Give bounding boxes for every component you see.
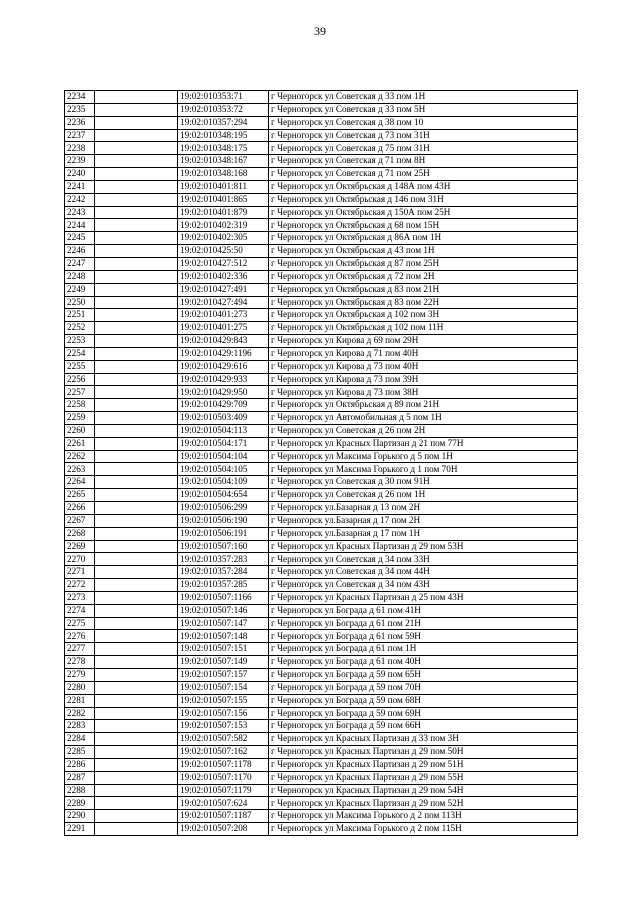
row-number-cell: 2267	[65, 514, 95, 527]
cadastral-number-cell: 19:02:010507:154	[178, 681, 269, 694]
table-row	[65, 91, 578, 104]
blank-cell	[95, 206, 178, 219]
row-number-cell: 2238	[65, 142, 95, 155]
address-cell: г Черногорск ул Бограда д 59 пом 70Н	[269, 681, 578, 694]
table-row	[65, 103, 578, 116]
table-row	[65, 476, 578, 489]
cadastral-number-cell: 19:02:010507:162	[178, 746, 269, 759]
row-number-cell: 2250	[65, 296, 95, 309]
table-row	[65, 116, 578, 129]
blank-cell	[95, 245, 178, 258]
blank-cell	[95, 566, 178, 579]
address-cell: г Черногорск ул Советская д 75 пом 31Н	[269, 142, 578, 155]
blank-cell	[95, 360, 178, 373]
cadastral-number-cell: 19:02:010429:709	[178, 399, 269, 412]
row-number-cell: 2287	[65, 771, 95, 784]
address-cell: г Черногорск ул Октябрьская д 68 пом 15Н	[269, 219, 578, 232]
address-cell: г Черногорск ул.Базарная д 17 пом 2Н	[269, 514, 578, 527]
table-row	[65, 437, 578, 450]
table-row	[65, 617, 578, 630]
row-number-cell: 2282	[65, 707, 95, 720]
blank-cell	[95, 771, 178, 784]
row-number-cell: 2276	[65, 630, 95, 643]
address-cell: г Черногорск ул Октябрьская д 83 пом 21Н	[269, 283, 578, 296]
row-number-cell: 2235	[65, 103, 95, 116]
address-cell: г Черногорск ул Максима Горького д 2 пом 115Н	[269, 823, 578, 836]
blank-cell	[95, 309, 178, 322]
cadastral-number-cell: 19:02:010401:273	[178, 309, 269, 322]
row-number-cell: 2253	[65, 335, 95, 348]
blank-cell	[95, 335, 178, 348]
blank-cell	[95, 579, 178, 592]
table-row	[65, 180, 578, 193]
table-row	[65, 322, 578, 335]
row-number-cell: 2237	[65, 129, 95, 142]
address-cell: г Черногорск ул Октябрьская д 89 пом 21Н	[269, 399, 578, 412]
cadastral-number-cell: 19:02:010507:151	[178, 643, 269, 656]
row-number-cell: 2263	[65, 463, 95, 476]
address-cell: г Черногорск ул Кирова д 73 пом 38Н	[269, 386, 578, 399]
table-row	[65, 797, 578, 810]
cadastral-number-cell: 19:02:010507:582	[178, 733, 269, 746]
property-table	[64, 90, 578, 836]
row-number-cell: 2266	[65, 502, 95, 515]
row-number-cell: 2241	[65, 180, 95, 193]
address-cell: г Черногорск ул Советская д 38 пом 10	[269, 116, 578, 129]
row-number-cell: 2268	[65, 527, 95, 540]
row-number-cell: 2273	[65, 591, 95, 604]
table-row	[65, 219, 578, 232]
blank-cell	[95, 694, 178, 707]
address-cell: г Черногорск ул Красных Партизан д 29 пом 53Н	[269, 540, 578, 553]
blank-cell	[95, 424, 178, 437]
blank-cell	[95, 129, 178, 142]
blank-cell	[95, 399, 178, 412]
address-cell: г Черногорск ул Бограда д 61 пом 1Н	[269, 643, 578, 656]
table-row	[65, 129, 578, 142]
blank-cell	[95, 283, 178, 296]
blank-cell	[95, 168, 178, 181]
address-cell: г Черногорск ул Кирова д 73 пом 39Н	[269, 373, 578, 386]
table-row	[65, 193, 578, 206]
address-cell: г Черногорск ул Кирова д 71 пом 40Н	[269, 347, 578, 360]
cadastral-number-cell: 19:02:010507:1187	[178, 810, 269, 823]
row-number-cell: 2246	[65, 245, 95, 258]
row-number-cell: 2254	[65, 347, 95, 360]
table-row	[65, 643, 578, 656]
address-cell: г Черногорск ул Кирова д 69 пом 29Н	[269, 335, 578, 348]
table-row	[65, 746, 578, 759]
table-row	[65, 823, 578, 836]
address-cell: г Черногорск ул Красных Партизан д 29 пом 52Н	[269, 797, 578, 810]
cadastral-number-cell: 19:02:010507:1170	[178, 771, 269, 784]
table-row	[65, 360, 578, 373]
cadastral-number-cell: 19:02:010507:160	[178, 540, 269, 553]
address-cell: г Черногорск ул Красных Партизан д 29 пом 54Н	[269, 784, 578, 797]
table-row	[65, 579, 578, 592]
address-cell: г Черногорск ул Бограда д 61 пом 59Н	[269, 630, 578, 643]
table-row	[65, 142, 578, 155]
cadastral-number-cell: 19:02:010427:491	[178, 283, 269, 296]
page-number: 39	[314, 24, 326, 38]
cadastral-number-cell: 19:02:010427:512	[178, 257, 269, 270]
address-cell: г Черногорск ул Октябрьская д 72 пом 2Н	[269, 270, 578, 283]
address-cell: г Черногорск ул Автомобильная д 5 пом 1Н	[269, 412, 578, 425]
cadastral-number-cell: 19:02:010507:1178	[178, 758, 269, 771]
row-number-cell: 2291	[65, 823, 95, 836]
blank-cell	[95, 758, 178, 771]
address-cell: г Черногорск ул Кирова д 73 пом 40Н	[269, 360, 578, 373]
row-number-cell: 2265	[65, 489, 95, 502]
address-cell: г Черногорск ул Красных Партизан д 21 пом 77Н	[269, 437, 578, 450]
cadastral-number-cell: 19:02:010402:336	[178, 270, 269, 283]
blank-cell	[95, 746, 178, 759]
row-number-cell: 2243	[65, 206, 95, 219]
blank-cell	[95, 630, 178, 643]
cadastral-number-cell: 19:02:010401:275	[178, 322, 269, 335]
table-row	[65, 386, 578, 399]
blank-cell	[95, 116, 178, 129]
blank-cell	[95, 373, 178, 386]
blank-cell	[95, 322, 178, 335]
address-cell: г Черногорск ул Советская д 71 пом 8Н	[269, 155, 578, 168]
cadastral-number-cell: 19:02:010401:811	[178, 180, 269, 193]
address-cell: г Черногорск ул Бограда д 61 пом 40Н	[269, 656, 578, 669]
row-number-cell: 2286	[65, 758, 95, 771]
row-number-cell: 2261	[65, 437, 95, 450]
table-row	[65, 656, 578, 669]
cadastral-number-cell: 19:02:010401:879	[178, 206, 269, 219]
address-cell: г Черногорск ул Красных Партизан д 33 пом 3Н	[269, 733, 578, 746]
cadastral-number-cell: 19:02:010504:105	[178, 463, 269, 476]
cadastral-number-cell: 19:02:010425:50	[178, 245, 269, 258]
blank-cell	[95, 733, 178, 746]
row-number-cell: 2256	[65, 373, 95, 386]
row-number-cell: 2247	[65, 257, 95, 270]
address-cell: г Черногорск ул Советская д 73 пом 31Н	[269, 129, 578, 142]
address-cell: г Черногорск ул Октябрьская д 86А пом 1Н	[269, 232, 578, 245]
row-number-cell: 2264	[65, 476, 95, 489]
table-row	[65, 245, 578, 258]
row-number-cell: 2252	[65, 322, 95, 335]
cadastral-number-cell: 19:02:010507:146	[178, 604, 269, 617]
blank-cell	[95, 643, 178, 656]
row-number-cell: 2257	[65, 386, 95, 399]
table-row	[65, 155, 578, 168]
row-number-cell: 2275	[65, 617, 95, 630]
address-cell: г Черногорск ул Советская д 34 пом 33Н	[269, 553, 578, 566]
table-row	[65, 347, 578, 360]
blank-cell	[95, 514, 178, 527]
address-cell: г Черногорск ул Красных Партизан д 29 пом 51Н	[269, 758, 578, 771]
row-number-cell: 2251	[65, 309, 95, 322]
row-number-cell: 2283	[65, 720, 95, 733]
cadastral-number-cell: 19:02:010348:195	[178, 129, 269, 142]
cadastral-number-cell: 19:02:010429:933	[178, 373, 269, 386]
row-number-cell: 2277	[65, 643, 95, 656]
blank-cell	[95, 450, 178, 463]
blank-cell	[95, 386, 178, 399]
row-number-cell: 2244	[65, 219, 95, 232]
table-row	[65, 502, 578, 515]
cadastral-number-cell: 19:02:010503:409	[178, 412, 269, 425]
blank-cell	[95, 668, 178, 681]
table-row	[65, 450, 578, 463]
address-cell: г Черногорск ул Бограда д 59 пом 69Н	[269, 707, 578, 720]
table-row	[65, 489, 578, 502]
table-row	[65, 309, 578, 322]
row-number-cell: 2281	[65, 694, 95, 707]
table-body	[65, 91, 578, 836]
table-row	[65, 720, 578, 733]
cadastral-number-cell: 19:02:010507:1179	[178, 784, 269, 797]
cadastral-number-cell: 19:02:010507:147	[178, 617, 269, 630]
table-row	[65, 630, 578, 643]
address-cell: г Черногорск ул.Базарная д 13 пом 2Н	[269, 502, 578, 515]
cadastral-number-cell: 19:02:010507:148	[178, 630, 269, 643]
blank-cell	[95, 142, 178, 155]
address-cell: г Черногорск ул Октябрьская д 83 пом 22Н	[269, 296, 578, 309]
blank-cell	[95, 591, 178, 604]
table-row	[65, 373, 578, 386]
cadastral-number-cell: 19:02:010507:157	[178, 668, 269, 681]
address-cell: г Черногорск ул Бограда д 61 пом 21Н	[269, 617, 578, 630]
address-cell: г Черногорск ул Максима Горького д 1 пом 70Н	[269, 463, 578, 476]
table-row	[65, 168, 578, 181]
row-number-cell: 2249	[65, 283, 95, 296]
row-number-cell: 2234	[65, 91, 95, 104]
row-number-cell: 2288	[65, 784, 95, 797]
cadastral-number-cell: 19:02:010429:616	[178, 360, 269, 373]
address-cell: г Черногорск ул Октябрьская д 146 пом 31Н	[269, 193, 578, 206]
cadastral-number-cell: 19:02:010348:168	[178, 168, 269, 181]
table-row	[65, 296, 578, 309]
address-cell: г Черногорск ул Октябрьская д 102 пом 3Н	[269, 309, 578, 322]
address-cell: г Черногорск ул Советская д 71 пом 25Н	[269, 168, 578, 181]
blank-cell	[95, 540, 178, 553]
cadastral-number-cell: 19:02:010507:156	[178, 707, 269, 720]
blank-cell	[95, 502, 178, 515]
address-cell: г Черногорск ул Октябрьская д 102 пом 11Н	[269, 322, 578, 335]
address-cell: г Черногорск ул Максима Горького д 2 пом 113Н	[269, 810, 578, 823]
table-row	[65, 232, 578, 245]
cadastral-number-cell: 19:02:010357:283	[178, 553, 269, 566]
cadastral-number-cell: 19:02:010402:305	[178, 232, 269, 245]
address-cell: г Черногорск ул Красных Партизан д 25 пом 43Н	[269, 591, 578, 604]
cadastral-number-cell: 19:02:010353:71	[178, 91, 269, 104]
table-row	[65, 270, 578, 283]
address-cell: г Черногорск ул Советская д 26 пом 2Н	[269, 424, 578, 437]
cadastral-number-cell: 19:02:010429:1196	[178, 347, 269, 360]
cadastral-number-cell: 19:02:010427:494	[178, 296, 269, 309]
row-number-cell: 2255	[65, 360, 95, 373]
address-cell: г Черногорск ул Советская д 33 пом 5Н	[269, 103, 578, 116]
blank-cell	[95, 617, 178, 630]
blank-cell	[95, 681, 178, 694]
cadastral-number-cell: 19:02:010507:1166	[178, 591, 269, 604]
blank-cell	[95, 91, 178, 104]
blank-cell	[95, 347, 178, 360]
cadastral-number-cell: 19:02:010429:950	[178, 386, 269, 399]
row-number-cell: 2258	[65, 399, 95, 412]
blank-cell	[95, 219, 178, 232]
blank-cell	[95, 823, 178, 836]
table-row	[65, 604, 578, 617]
blank-cell	[95, 155, 178, 168]
blank-cell	[95, 527, 178, 540]
table-row	[65, 257, 578, 270]
table-row	[65, 463, 578, 476]
cadastral-number-cell: 19:02:010506:299	[178, 502, 269, 515]
row-number-cell: 2280	[65, 681, 95, 694]
blank-cell	[95, 412, 178, 425]
address-cell: г Черногорск ул Советская д 33 пом 1Н	[269, 91, 578, 104]
table-row	[65, 771, 578, 784]
address-cell: г Черногорск ул Советская д 26 пом 1Н	[269, 489, 578, 502]
table-row	[65, 399, 578, 412]
table-row	[65, 668, 578, 681]
blank-cell	[95, 463, 178, 476]
row-number-cell: 2270	[65, 553, 95, 566]
table-row	[65, 412, 578, 425]
cadastral-number-cell: 19:02:010507:624	[178, 797, 269, 810]
blank-cell	[95, 257, 178, 270]
table-row	[65, 553, 578, 566]
address-cell: г Черногорск ул Бограда д 59 пом 68Н	[269, 694, 578, 707]
blank-cell	[95, 437, 178, 450]
address-cell: г Черногорск ул Советская д 30 пом 91Н	[269, 476, 578, 489]
row-number-cell: 2274	[65, 604, 95, 617]
cadastral-number-cell: 19:02:010401:865	[178, 193, 269, 206]
address-cell: г Черногорск ул Красных Партизан д 29 пом 50Н	[269, 746, 578, 759]
table-row	[65, 707, 578, 720]
row-number-cell: 2239	[65, 155, 95, 168]
cadastral-number-cell: 19:02:010507:208	[178, 823, 269, 836]
table-row	[65, 335, 578, 348]
blank-cell	[95, 553, 178, 566]
cadastral-number-cell: 19:02:010504:109	[178, 476, 269, 489]
row-number-cell: 2272	[65, 579, 95, 592]
row-number-cell: 2278	[65, 656, 95, 669]
blank-cell	[95, 296, 178, 309]
row-number-cell: 2289	[65, 797, 95, 810]
blank-cell	[95, 784, 178, 797]
table-row	[65, 810, 578, 823]
row-number-cell: 2290	[65, 810, 95, 823]
blank-cell	[95, 270, 178, 283]
blank-cell	[95, 193, 178, 206]
address-cell: г Черногорск ул Красных Партизан д 29 пом 55Н	[269, 771, 578, 784]
address-cell: г Черногорск ул Бограда д 61 пом 41Н	[269, 604, 578, 617]
blank-cell	[95, 810, 178, 823]
cadastral-number-cell: 19:02:010507:149	[178, 656, 269, 669]
cadastral-number-cell: 19:02:010504:104	[178, 450, 269, 463]
row-number-cell: 2248	[65, 270, 95, 283]
table-row	[65, 784, 578, 797]
table-row	[65, 283, 578, 296]
table-row	[65, 733, 578, 746]
table-row	[65, 566, 578, 579]
blank-cell	[95, 604, 178, 617]
address-cell: г Черногорск ул Октябрьская д 87 пом 25Н	[269, 257, 578, 270]
row-number-cell: 2279	[65, 668, 95, 681]
cadastral-number-cell: 19:02:010357:294	[178, 116, 269, 129]
table-row	[65, 514, 578, 527]
address-cell: г Черногорск ул Советская д 34 пом 43Н	[269, 579, 578, 592]
address-cell: г Черногорск ул Бограда д 59 пом 66Н	[269, 720, 578, 733]
cadastral-number-cell: 19:02:010504:113	[178, 424, 269, 437]
cadastral-number-cell: 19:02:010506:191	[178, 527, 269, 540]
row-number-cell: 2271	[65, 566, 95, 579]
row-number-cell: 2259	[65, 412, 95, 425]
cadastral-number-cell: 19:02:010504:654	[178, 489, 269, 502]
table-row	[65, 758, 578, 771]
table-row	[65, 206, 578, 219]
cadastral-number-cell: 19:02:010504:171	[178, 437, 269, 450]
row-number-cell: 2262	[65, 450, 95, 463]
table-row	[65, 540, 578, 553]
row-number-cell: 2285	[65, 746, 95, 759]
cadastral-number-cell: 19:02:010507:155	[178, 694, 269, 707]
row-number-cell: 2284	[65, 733, 95, 746]
cadastral-number-cell: 19:02:010429:843	[178, 335, 269, 348]
table-row	[65, 591, 578, 604]
blank-cell	[95, 476, 178, 489]
row-number-cell: 2260	[65, 424, 95, 437]
blank-cell	[95, 656, 178, 669]
address-cell: г Черногорск ул Октябрьская д 148А пом 43Н	[269, 180, 578, 193]
cadastral-number-cell: 19:02:010357:284	[178, 566, 269, 579]
address-cell: г Черногорск ул Октябрьская д 43 пом 1Н	[269, 245, 578, 258]
row-number-cell: 2240	[65, 168, 95, 181]
address-cell: г Черногорск ул.Базарная д 17 пом 1Н	[269, 527, 578, 540]
blank-cell	[95, 720, 178, 733]
address-cell: г Черногорск ул Октябрьская д 150А пом 25Н	[269, 206, 578, 219]
row-number-cell: 2242	[65, 193, 95, 206]
table-row	[65, 681, 578, 694]
blank-cell	[95, 707, 178, 720]
cadastral-number-cell: 19:02:010506:190	[178, 514, 269, 527]
row-number-cell: 2245	[65, 232, 95, 245]
blank-cell	[95, 232, 178, 245]
table-row	[65, 424, 578, 437]
cadastral-number-cell: 19:02:010507:153	[178, 720, 269, 733]
table-row	[65, 694, 578, 707]
blank-cell	[95, 180, 178, 193]
cadastral-number-cell: 19:02:010357:285	[178, 579, 269, 592]
address-cell: г Черногорск ул Бограда д 59 пом 65Н	[269, 668, 578, 681]
cadastral-number-cell: 19:02:010402:319	[178, 219, 269, 232]
blank-cell	[95, 103, 178, 116]
row-number-cell: 2269	[65, 540, 95, 553]
address-cell: г Черногорск ул Максима Горького д 5 пом 1Н	[269, 450, 578, 463]
cadastral-number-cell: 19:02:010353:72	[178, 103, 269, 116]
cadastral-number-cell: 19:02:010348:175	[178, 142, 269, 155]
blank-cell	[95, 489, 178, 502]
address-cell: г Черногорск ул Советская д 34 пом 44Н	[269, 566, 578, 579]
row-number-cell: 2236	[65, 116, 95, 129]
blank-cell	[95, 797, 178, 810]
cadastral-number-cell: 19:02:010348:167	[178, 155, 269, 168]
table-row	[65, 527, 578, 540]
